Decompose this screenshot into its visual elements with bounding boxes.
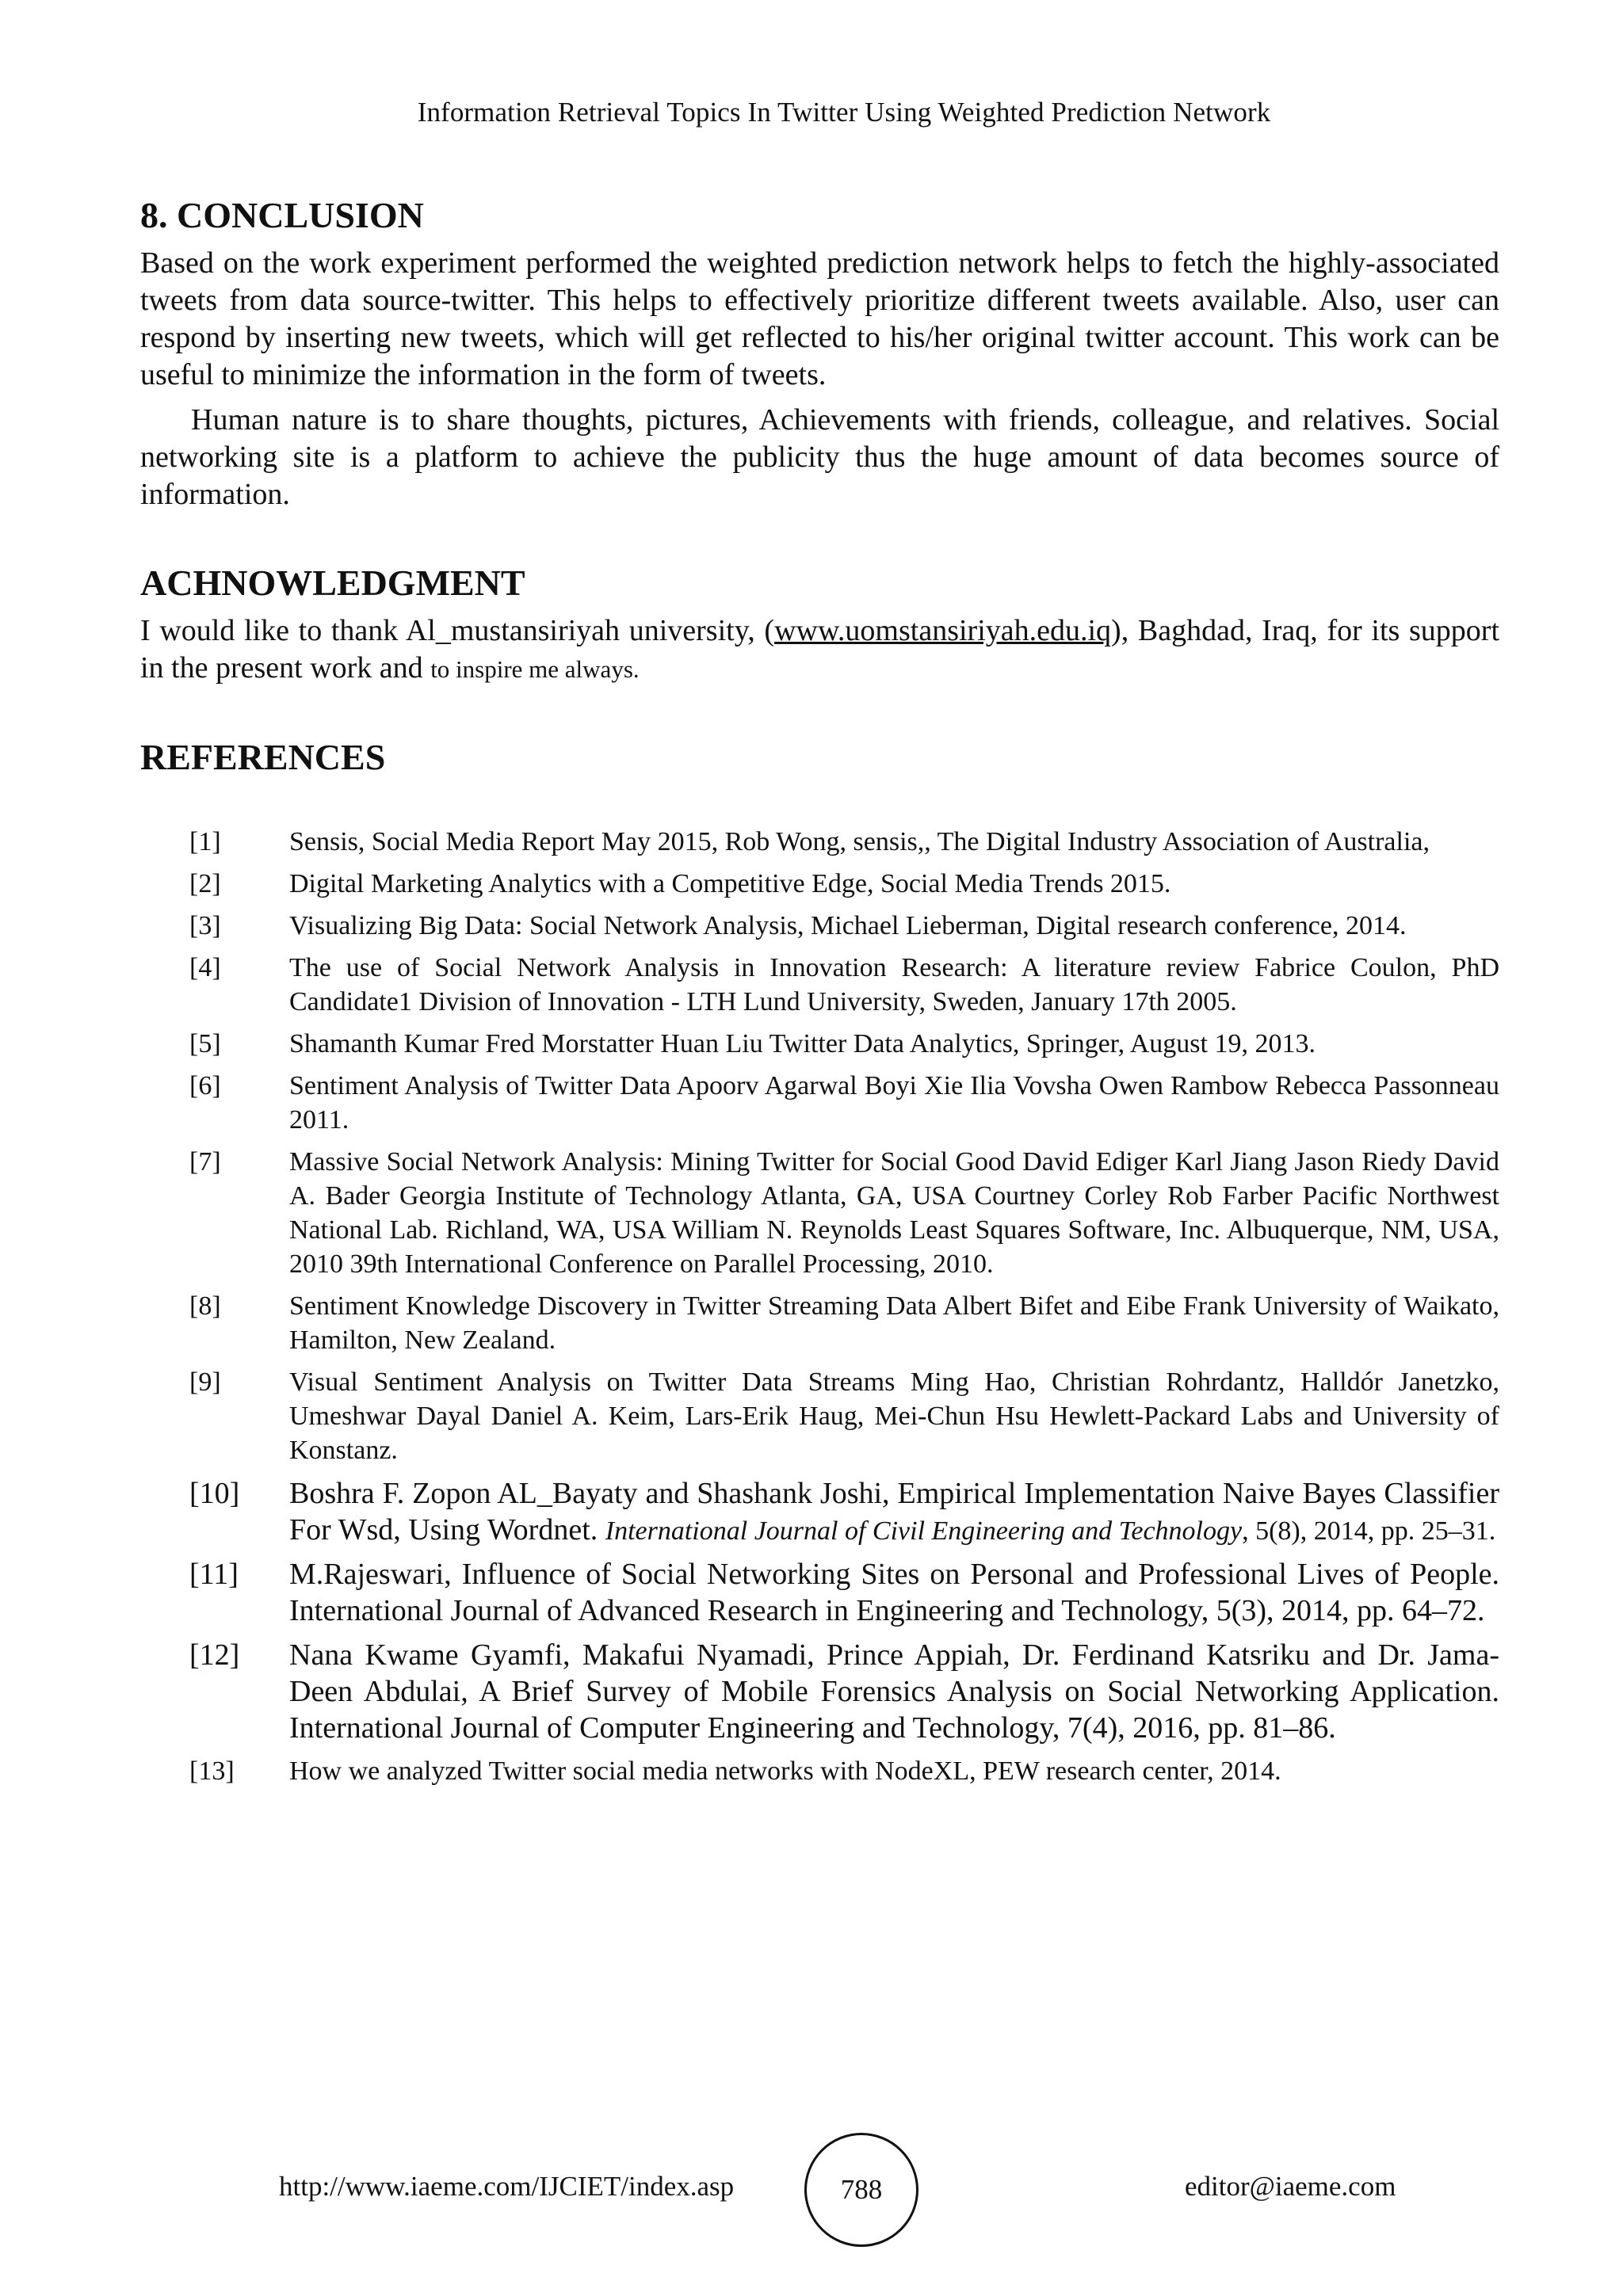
reference-text: Nana Kwame Gyamfi, Makafui Nyamadi, Prince Appiah, Dr. Ferdinand Katsriku and Dr. Jama-Deen Abdulai, A Brief Survey of Mobile Forensics Analysis on Social Networking Application. International Journal of Computer Engineering and Technology, 7(4), 2016, pp. 81–86.	[289, 1638, 1499, 1745]
reference-number: [3]	[189, 910, 221, 940]
reference-item-4	[140, 951, 1499, 1019]
reference-text: How we analyzed Twitter social media networks with NodeXL, PEW research center, 2014.	[289, 1756, 1281, 1786]
reference-number: [7]	[189, 1146, 221, 1177]
university-link[interactable]: www.uomstansiriyah.edu.iq	[774, 613, 1112, 647]
conclusion-paragraph-2: Human nature is to share thoughts, pictures, Achievements with friends, colleague, and relatives. Social networking site is a platform to achieve the publicity thus the huge amount of data becomes source of information.	[140, 402, 1499, 511]
reference-number: [12]	[189, 1638, 240, 1672]
reference-number: [5]	[189, 1028, 221, 1058]
reference-text: Shamanth Kumar Fred Morstatter Huan Liu Twitter Data Analytics, Springer, August 19, 2013.	[289, 1028, 1316, 1058]
reference-item-11	[140, 1556, 1499, 1629]
reference-text: M.Rajeswari, Influence of Social Networking Sites on Personal and Professional Lives of People. International Journal of Advanced Research in Engineering and Technology, 5(3), 2014, pp. 64–72.	[289, 1557, 1499, 1627]
reference-item-9	[140, 1365, 1499, 1467]
reference-number: [9]	[189, 1367, 221, 1397]
reference-text: Sentiment Analysis of Twitter Data Apoorv Agarwal Boyi Xie Ilia Vovsha Owen Rambow Rebecca Passonneau 2011.	[289, 1070, 1499, 1135]
reference-item-6	[140, 1069, 1499, 1137]
reference-item-3	[140, 909, 1499, 943]
acknowledgment-paragraph	[140, 612, 1499, 688]
reference-item-10	[140, 1475, 1499, 1548]
references-heading: REFERENCES	[140, 736, 386, 777]
conclusion-paragraph-1: Based on the work experiment performed the weighted prediction network helps to fetch the highly-associated tweets from data source-twitter. This helps to effectively prioritize different tweets available. Also, user can respond by inserting new tweets, which will get reflected to his/her original twitter account. This work can be useful to minimize the information in the form of tweets.	[140, 246, 1499, 391]
running-head: Information Retrieval Topics In Twitter Using Weighted Prediction Network	[417, 97, 1271, 128]
references-section	[140, 737, 1499, 1788]
reference-text: Digital Marketing Analytics with a Competitive Edge, Social Media Trends 2015.	[289, 868, 1171, 898]
conclusion-heading: 8. CONCLUSION	[140, 195, 424, 235]
page-footer	[0, 2133, 1623, 2244]
reference-item-5	[140, 1027, 1499, 1061]
reference-number: [11]	[189, 1557, 239, 1591]
reference-item-13	[140, 1754, 1499, 1788]
reference-number: [13]	[189, 1756, 235, 1786]
reference-list	[140, 825, 1499, 1788]
reference-item-8	[140, 1289, 1499, 1357]
reference-item-12	[140, 1637, 1499, 1746]
acknowledgment-text-before: I would like to thank Al_mustansiriyah university, (	[140, 613, 775, 647]
reference-journal-title: International Journal of Civil Engineering and Technology	[605, 1516, 1243, 1546]
reference-text: Sentiment Knowledge Discovery in Twitter Streaming Data Albert Bifet and Eibe Frank University of Waikato, Hamilton, New Zealand.	[289, 1291, 1499, 1355]
page-number: 788	[840, 2174, 883, 2205]
reference-number: [4]	[189, 952, 221, 982]
reference-number: [2]	[189, 868, 221, 898]
reference-text-main: Boshra F. Zopon AL_Bayaty and Shashank Joshi, Empirical Implementation Naive Bayes Classifier For Wsd, Using Wordnet.	[289, 1476, 1499, 1547]
reference-item-7	[140, 1145, 1499, 1281]
acknowledgment-heading: ACHNOWLEDGMENT	[140, 562, 525, 603]
acknowledgment-text-small: to inspire me always.	[430, 654, 640, 683]
reference-item-1	[140, 825, 1499, 859]
reference-number: [1]	[189, 826, 221, 856]
reference-text-tail: , 5(8), 2014, pp. 25–31.	[1242, 1516, 1496, 1546]
reference-number: [8]	[189, 1291, 221, 1321]
acknowledgment-text-after: ), Baghdad, Iraq, for its support in the present work and	[140, 613, 1499, 685]
reference-number: [10]	[189, 1476, 240, 1510]
reference-text: Visualizing Big Data: Social Network Analysis, Michael Lieberman, Digital research conference, 2014.	[289, 910, 1407, 940]
reference-item-2	[140, 867, 1499, 901]
conclusion-section	[140, 195, 1499, 513]
reference-text: Sensis, Social Media Report May 2015, Rob Wong, sensis,, The Digital Industry Association of Australia,	[289, 826, 1430, 856]
page-number-badge	[804, 2133, 918, 2247]
reference-number: [6]	[189, 1070, 221, 1100]
acknowledgment-section	[140, 563, 1499, 688]
footer-url-link[interactable]: http://www.iaeme.com/IJCIET/index.asp	[279, 2171, 735, 2202]
reference-text: The use of Social Network Analysis in Innovation Research: A literature review Fabrice Coulon, PhD Candidate1 Division of Innovation - LTH Lund University, Sweden, January 17th 2005.	[289, 952, 1499, 1016]
reference-text: Visual Sentiment Analysis on Twitter Data Streams Ming Hao, Christian Rohrdantz, Halldór Janetzko, Umeshwar Dayal Daniel A. Keim, Lars-Erik Haug, Mei-Chun Hsu Hewlett-Packard Labs and University of Konstanz.	[289, 1367, 1499, 1465]
reference-text	[238, 1475, 1499, 1548]
page-content	[140, 195, 1499, 1796]
reference-text: Massive Social Network Analysis: Mining Twitter for Social Good David Ediger Karl Jiang Jason Riedy David A. Bader Georgia Institute of Technology Atlanta, GA, USA Courtney Corley Rob Farber Pacific Northwest National Lab. Richland, WA, USA William N. Reynolds Least Squares Software, Inc. Albuquerque, NM, USA, 2010 39th International Conference on Parallel Processing, 2010.	[289, 1146, 1499, 1279]
footer-email-link[interactable]: editor@iaeme.com	[1185, 2171, 1396, 2202]
